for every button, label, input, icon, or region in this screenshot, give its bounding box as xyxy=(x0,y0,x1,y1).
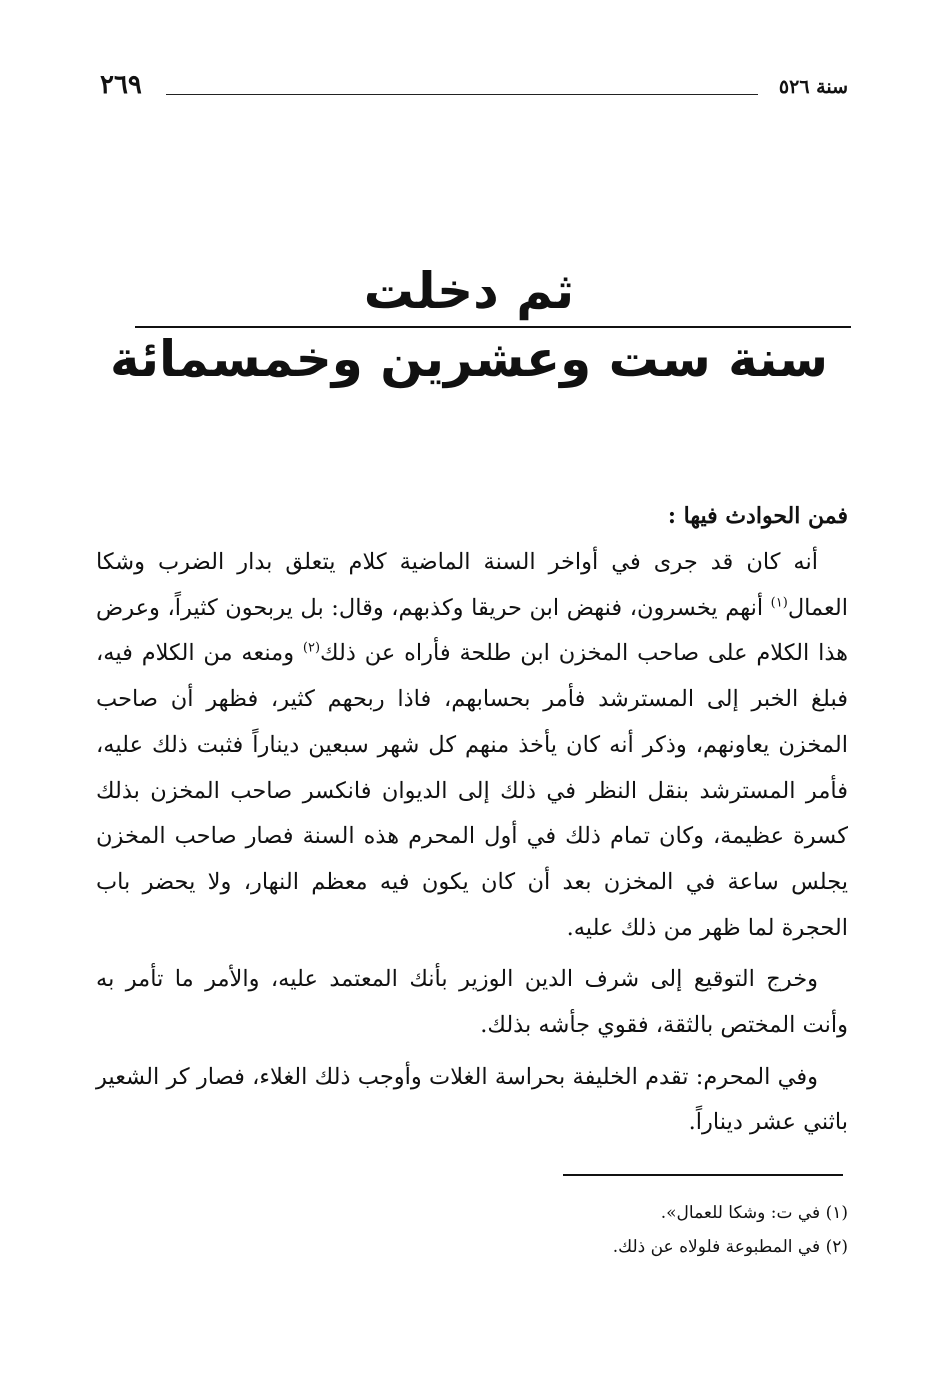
body-text xyxy=(96,492,848,1146)
section-heading: فمن الحوادث فيها : xyxy=(667,503,848,529)
footnote-ref-2: (٢) xyxy=(302,640,321,656)
footnotes xyxy=(288,1196,848,1264)
footnote-divider xyxy=(563,1174,843,1176)
chapter-title-line-1: ثم دخلت xyxy=(363,262,575,320)
paragraph-1 xyxy=(96,540,848,951)
paragraph-1-text-b: أنهم يخسرون، فنهض ابن حريقا وكذبهم، وقال: بل يربحون كثيراً، وعرض هذا الكلام على صاحب المخزن ابن طلحة فأراه عن ذلك xyxy=(96,594,849,667)
header-year-label: سنة ٥٢٦ xyxy=(778,76,848,98)
footnote-2: (٢) في المطبوعة فلولاه عن ذلك. xyxy=(612,1237,848,1257)
paragraph-3: وفي المحرم: تقدم الخليفة بحراسة الغلات وأوجب ذلك الغلاء، فصار كر الشعير باثني عشر ديناراً. xyxy=(96,1063,848,1136)
page-number: ٢٦٩ xyxy=(100,70,142,100)
paragraph-2: وخرج التوقيع إلى شرف الدين الوزير بأنك المعتمد عليه، والأمر ما تأمر به وأنت المختص بالثقة، فقوي جأشه بذلك. xyxy=(96,966,848,1039)
title-divider xyxy=(135,326,851,328)
running-header xyxy=(100,70,848,106)
chapter-title-line-2: سنة ست وعشرين وخمسمائة xyxy=(109,330,829,388)
paragraph-1-text-a: أنه كان قد جرى في أواخر السنة الماضية كلام يتعلق بدار الضرب وشكا العمال xyxy=(96,549,848,621)
header-rule xyxy=(166,94,758,95)
footnote-ref-1: (١) xyxy=(770,595,788,611)
paragraph-1-text-c: ومنعه من الكلام فيه، فبلغ الخبر إلى المسترشد فأمر بحسابهم، فاذا ربحهم كثير، فظهر أن صاحب المخزن يعاونهم، وذكر أنه كان يأخذ منهم كل شهر سبعين ديناراً فثبت ذلك عليه، فأمر المسترشد بنقل النظر في ذلك إلى الديوان فانكسر صاحب المخزن بذلك كسرة عظيمة، وكان تمام ذلك في أول المحرم هذه السنة فصار صاحب المخزن يجلس ساعة في المخزن بعد أن كان يكون فيه معظم النهار، ولا يحضر باب الحجرة لما ظهر من ذلك عليه. xyxy=(96,640,848,941)
footnote-1: (١) في ت: وشكا للعمال». xyxy=(660,1203,848,1223)
